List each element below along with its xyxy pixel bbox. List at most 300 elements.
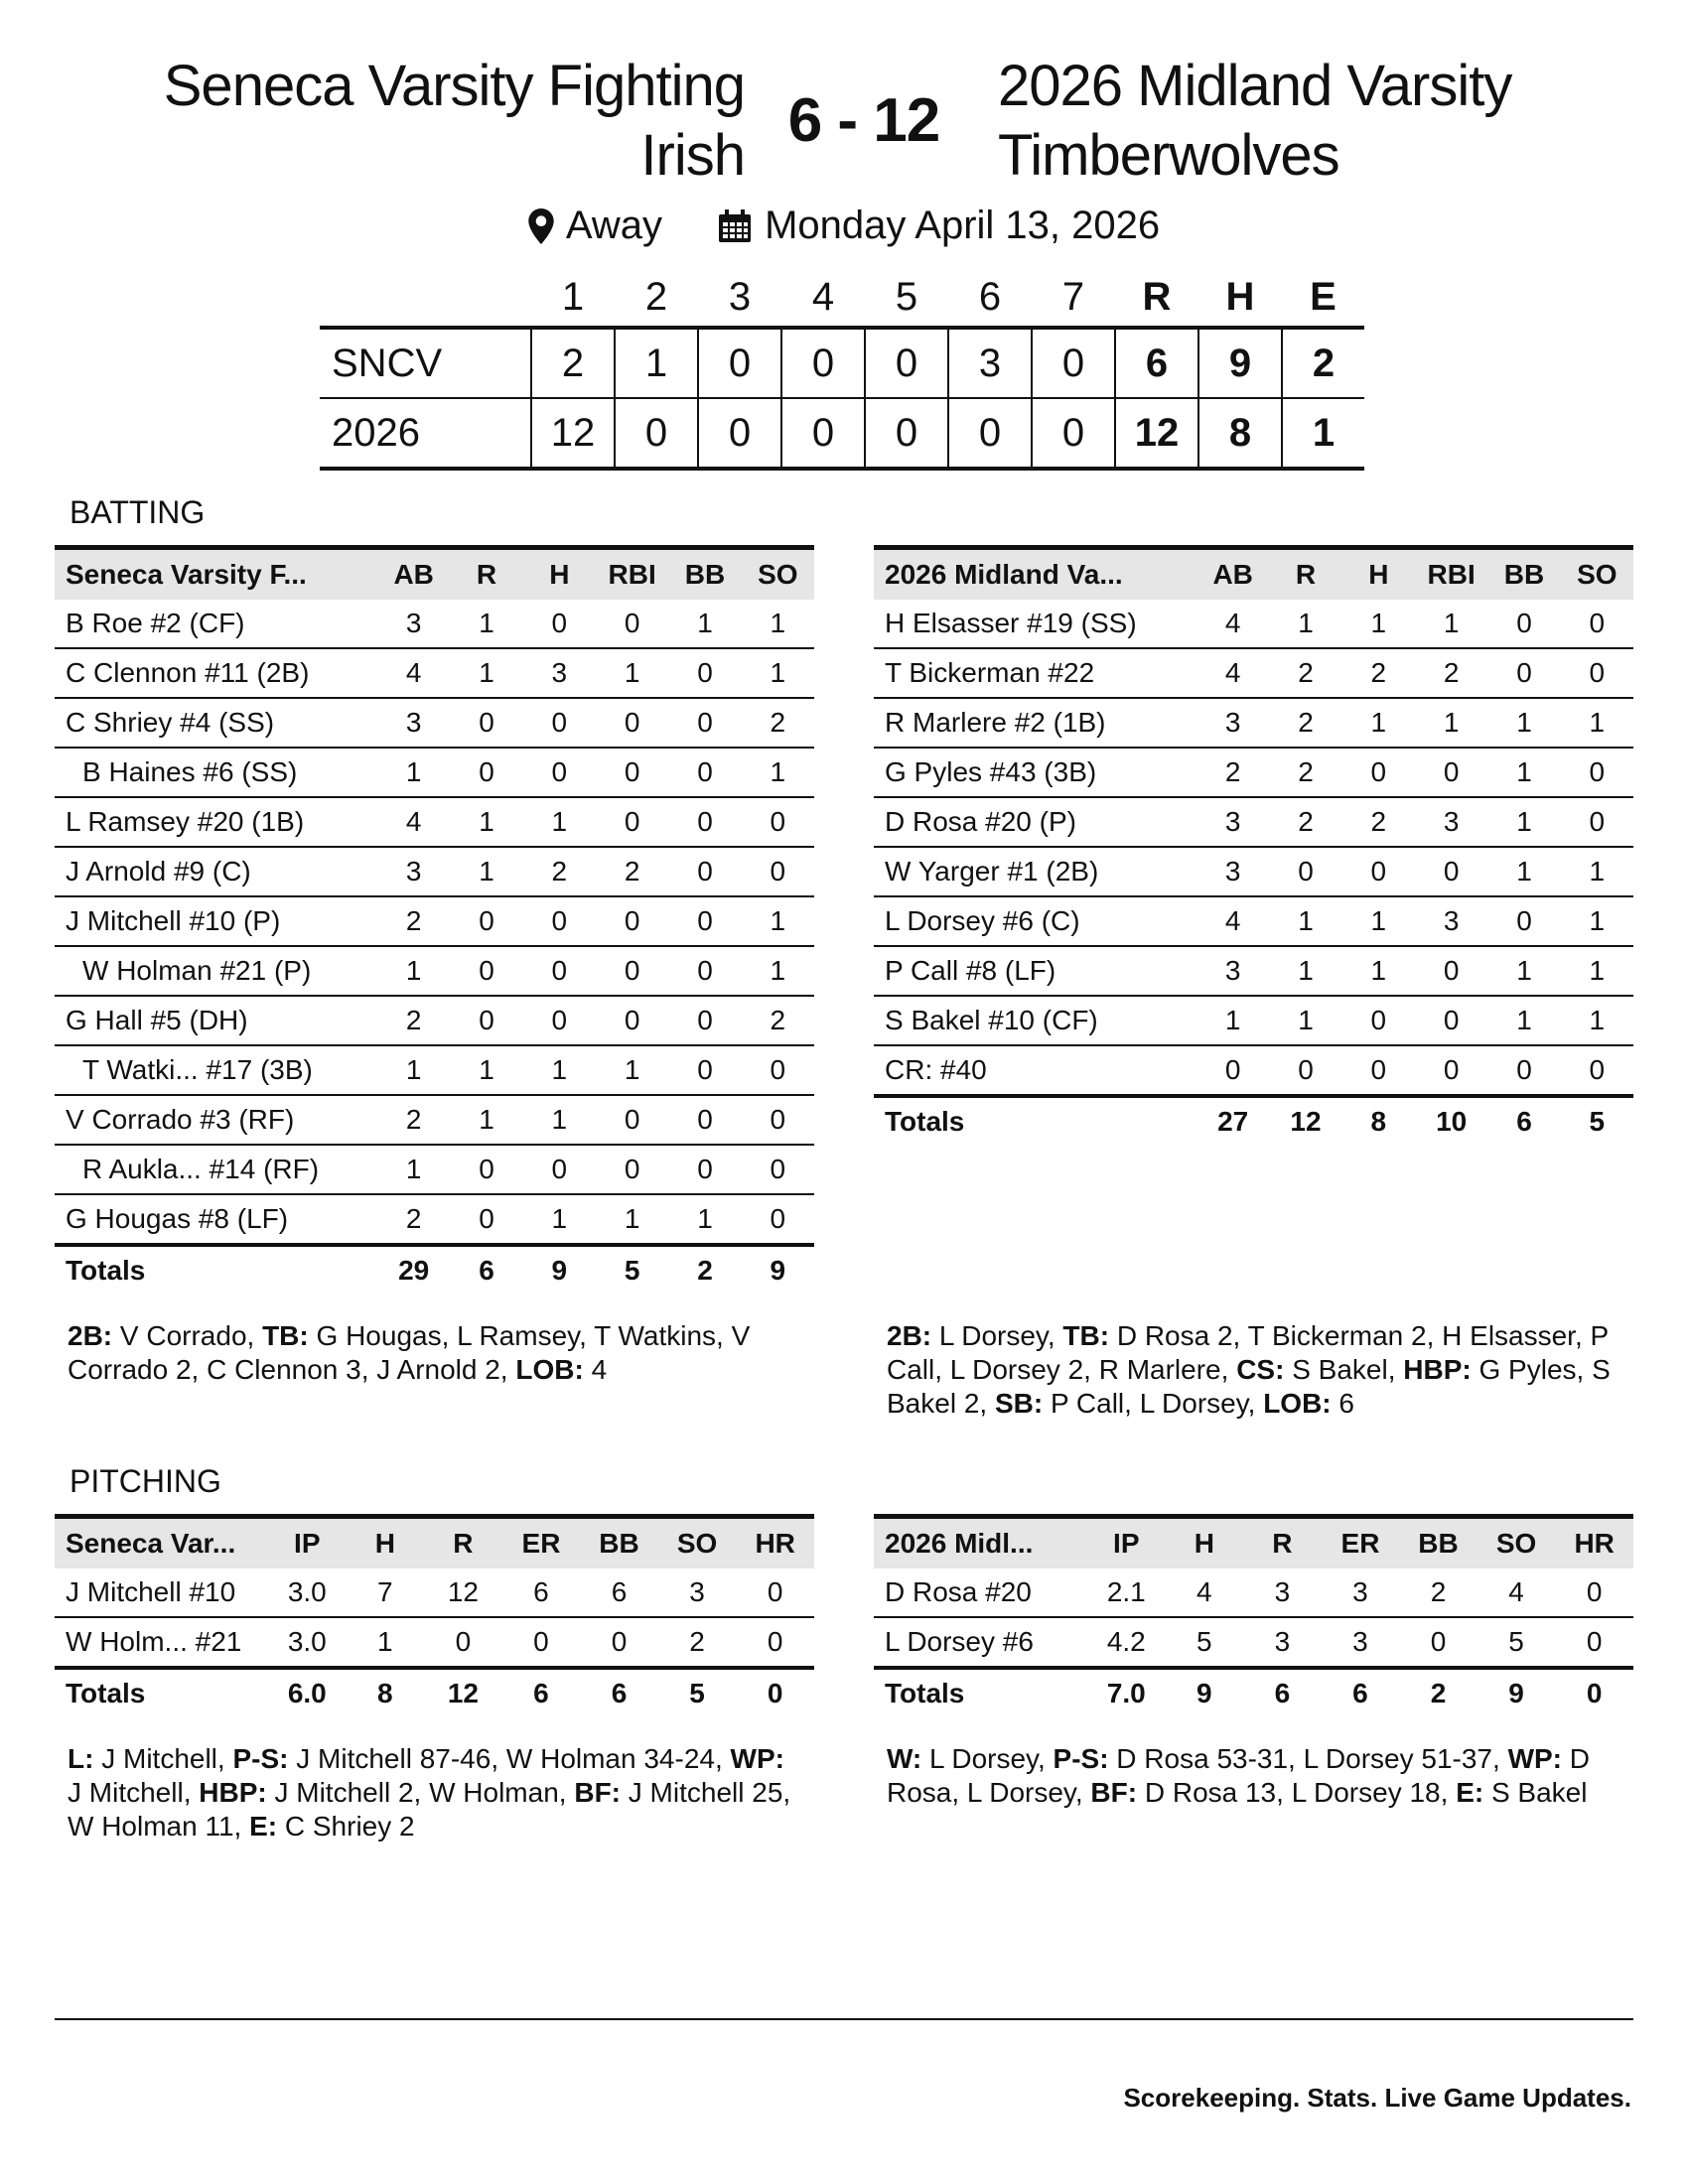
- col-header: RBI: [608, 559, 656, 590]
- stat-cell: 0: [668, 648, 741, 698]
- stat-cell: 0: [523, 946, 596, 996]
- player-name: R Marlere #2 (1B): [874, 698, 1196, 748]
- footer-tagline: Scorekeeping. Stats. Live Game Updates.: [1123, 2083, 1631, 2113]
- batting-row: [55, 1194, 814, 1245]
- stat-cell: 2.1: [1087, 1569, 1166, 1617]
- stat-cell: 1: [1269, 896, 1341, 946]
- stat-cell: 1: [624, 1203, 640, 1234]
- stat-cell: 2: [1269, 797, 1341, 847]
- col-header: BB: [599, 1528, 639, 1559]
- stat-cell: 1: [742, 946, 814, 996]
- col-header: R: [1295, 559, 1317, 590]
- inning-score: 0: [1032, 398, 1115, 469]
- col-header: AB: [1212, 559, 1253, 590]
- stat-cell: 0: [1555, 1569, 1633, 1617]
- inning-score: 0: [948, 398, 1032, 469]
- totals-cell: 9: [523, 1245, 596, 1295]
- totals-cell: 7.0: [1087, 1668, 1166, 1717]
- stat-cell: 3: [1243, 1569, 1322, 1617]
- batting-row: [55, 946, 814, 996]
- stat-cell: 0: [455, 1626, 472, 1657]
- stat-cell: 1: [377, 1145, 450, 1194]
- stat-cell: 1: [1561, 847, 1633, 896]
- stat-cell: 2: [742, 698, 814, 748]
- player-name: D Rosa #20 (P): [874, 797, 1196, 847]
- linescore-header-row: [320, 268, 1364, 328]
- col-header: H: [1194, 1528, 1214, 1559]
- inning-header: 1: [561, 274, 585, 319]
- runs-total: 6: [1115, 328, 1198, 398]
- batting-row: [874, 600, 1633, 648]
- stat-cell: 0: [596, 1145, 668, 1194]
- player-name: T Bickerman #22: [874, 648, 1196, 698]
- stat-cell: 1: [697, 1203, 713, 1234]
- stat-cell: 1: [1196, 996, 1269, 1045]
- batting-row: [55, 996, 814, 1045]
- player-name: C Shriey #4 (SS): [55, 698, 377, 748]
- note-value: 4: [583, 1354, 608, 1385]
- stat-cell: 3: [1196, 847, 1269, 896]
- errors-total: 1: [1282, 398, 1364, 469]
- stat-cell: 1: [1561, 946, 1633, 996]
- stat-cell: 0: [1415, 946, 1487, 996]
- errors-total: 2: [1282, 328, 1364, 398]
- stat-cell: 1: [377, 946, 450, 996]
- stat-cell: 0: [1342, 996, 1415, 1045]
- stat-cell: 0: [1487, 648, 1560, 698]
- stat-cell: 0: [1516, 1054, 1532, 1085]
- inning-score: 0: [698, 328, 781, 398]
- stat-cell: 3: [1415, 896, 1487, 946]
- note-key: LOB:: [515, 1354, 584, 1385]
- stat-cell: 0: [668, 1145, 741, 1194]
- batting-row: [874, 847, 1633, 896]
- stat-cell: 1: [742, 896, 814, 946]
- note-value: D Rosa 2, T Bickerman 2, H Elsasser, P Call, L Dorsey 2, R Marlere,: [887, 1320, 1609, 1385]
- totals-cell: 12: [1269, 1096, 1341, 1146]
- note-key: 2B:: [68, 1320, 113, 1351]
- player-name: CR: #40: [885, 1054, 987, 1085]
- stat-cell: 0: [1415, 748, 1487, 797]
- totals-cell: 0: [736, 1668, 814, 1717]
- batting-notes-home: [887, 1319, 1621, 1421]
- hits-total: 9: [1198, 328, 1282, 398]
- col-header: BB: [1418, 1528, 1459, 1559]
- stat-cell: 4: [377, 648, 450, 698]
- stat-cell: 2: [377, 996, 450, 1045]
- totals-cell: 6: [1487, 1096, 1560, 1146]
- totals-row: [874, 1096, 1633, 1146]
- stat-cell: 1: [742, 648, 814, 698]
- stat-cell: 0: [742, 847, 814, 896]
- inning-score: 12: [531, 398, 615, 469]
- note-key: WP:: [1507, 1743, 1563, 1774]
- stat-cell: 1: [1561, 896, 1633, 946]
- stat-cell: 0: [668, 748, 741, 797]
- stat-cell: 0: [770, 1203, 786, 1234]
- stat-cell: 3: [1415, 797, 1487, 847]
- inning-header: 7: [1061, 274, 1085, 319]
- batting-header-row: [55, 548, 814, 601]
- totals-row: [874, 1668, 1633, 1717]
- stat-cell: 1: [1487, 946, 1560, 996]
- player-name: J Arnold #9 (C): [55, 847, 377, 896]
- stat-cell: 1: [1487, 847, 1560, 896]
- player-name: L Dorsey #6 (C): [874, 896, 1196, 946]
- stat-cell: 0: [596, 946, 668, 996]
- player-name: D Rosa #20: [874, 1569, 1087, 1617]
- note-value: D Rosa 13, L Dorsey 18,: [1137, 1777, 1457, 1808]
- totals-label: Totals: [55, 1668, 268, 1717]
- stat-cell: 0: [523, 698, 596, 748]
- note-value: J Mitchell 25, W Holman 11,: [68, 1777, 791, 1842]
- batting-row: [55, 797, 814, 847]
- col-header: IP: [1113, 1528, 1140, 1559]
- stat-cell: 1: [1487, 698, 1560, 748]
- pitching-row: [874, 1569, 1633, 1617]
- stat-cell: 0: [1487, 896, 1560, 946]
- batting-row: [874, 896, 1633, 946]
- stat-cell: 0: [668, 896, 741, 946]
- batting-team-header: Seneca Varsity F...: [66, 559, 307, 590]
- stat-cell: 1: [1487, 797, 1560, 847]
- player-name: B Haines #6 (SS): [55, 748, 377, 797]
- stat-cell: 1: [1487, 996, 1560, 1045]
- totals-cell: 0: [1555, 1668, 1633, 1717]
- stat-cell: 0: [668, 698, 741, 748]
- col-header: BB: [1503, 559, 1545, 590]
- note-key: LOB:: [1263, 1388, 1332, 1419]
- stat-cell: 0: [596, 797, 668, 847]
- totals-row: [55, 1245, 814, 1295]
- stat-cell: 0: [736, 1569, 814, 1617]
- note-key: HBP:: [199, 1777, 267, 1808]
- stat-cell: 1: [1342, 600, 1415, 648]
- note-value: V Corrado,: [112, 1320, 263, 1351]
- batting-row: [874, 748, 1633, 797]
- linescore-team: 2026: [332, 410, 420, 455]
- inning-score: 0: [865, 398, 948, 469]
- note-key: BF:: [574, 1777, 621, 1808]
- stat-cell: 1: [1269, 946, 1341, 996]
- away-team-name: Seneca Varsity Fighting Irish: [163, 54, 745, 188]
- stat-cell: 3: [377, 600, 450, 648]
- stat-cell: 0: [1415, 847, 1487, 896]
- player-name: P Call #8 (LF): [874, 946, 1196, 996]
- batting-row: [55, 896, 814, 946]
- pitching-notes-home: [887, 1742, 1621, 1810]
- stat-cell: 3: [1196, 698, 1269, 748]
- stat-cell: 0: [668, 1045, 741, 1095]
- stat-cell: 0: [611, 1626, 628, 1657]
- stat-cell: 4: [1196, 896, 1269, 946]
- stat-cell: 0: [1415, 996, 1487, 1045]
- col-header: ER: [521, 1528, 561, 1559]
- note-key: P-S:: [232, 1743, 289, 1774]
- inning-score: 0: [781, 398, 865, 469]
- player-name: W Yarger #1 (2B): [874, 847, 1196, 896]
- note-value: J Mitchell 2, W Holman,: [266, 1777, 575, 1808]
- stat-cell: 2: [1415, 648, 1487, 698]
- date-label: Monday April 13, 2026: [765, 204, 1161, 247]
- stat-cell: 0: [533, 1626, 549, 1657]
- stat-cell: 2: [377, 896, 450, 946]
- batting-row: [55, 1045, 814, 1095]
- col-header: ER: [1340, 1528, 1380, 1559]
- pitching-header-row: [874, 1517, 1633, 1570]
- date-info: [717, 204, 1160, 248]
- stat-cell: 1: [1561, 996, 1633, 1045]
- inning-header: 3: [728, 274, 752, 319]
- stat-cell: 0: [523, 748, 596, 797]
- stat-cell: 0: [596, 1095, 668, 1145]
- stat-cell: 3: [658, 1569, 737, 1617]
- inning-score: 0: [615, 398, 698, 469]
- note-key: W:: [887, 1743, 922, 1774]
- stat-cell: 0: [523, 1145, 596, 1194]
- note-value: D Rosa, L Dorsey,: [887, 1743, 1591, 1808]
- stat-cell: 2: [1342, 648, 1415, 698]
- player-name: H Elsasser #19 (SS): [874, 600, 1196, 648]
- batting-row: [55, 847, 814, 896]
- stat-cell: 1: [523, 797, 596, 847]
- pitching-team-header: Seneca Var...: [66, 1528, 236, 1559]
- stat-cell: 1: [377, 748, 450, 797]
- stat-cell: 0: [742, 1145, 814, 1194]
- stat-cell: 1: [1342, 896, 1415, 946]
- note-value: G Pyles, S Bakel 2,: [887, 1354, 1611, 1419]
- stat-cell: 0: [668, 847, 741, 896]
- stat-cell: 3: [1196, 797, 1269, 847]
- inning-header: 2: [644, 274, 668, 319]
- stat-cell: 1: [1415, 698, 1487, 748]
- batting-row: [874, 996, 1633, 1045]
- stat-cell: 0: [523, 600, 596, 648]
- totals-cell: 6: [580, 1668, 658, 1717]
- inning-score: 2: [531, 328, 615, 398]
- totals-label: Totals: [55, 1245, 377, 1295]
- stat-cell: 1: [450, 847, 522, 896]
- totals-cell: 9: [1477, 1668, 1556, 1717]
- pitching-notes-away: [68, 1742, 792, 1843]
- inning-header: 4: [811, 274, 835, 319]
- stat-cell: 0: [767, 1626, 783, 1657]
- stat-cell: 0: [1487, 600, 1560, 648]
- stat-cell: 0: [450, 896, 522, 946]
- linescore-header-team: [320, 268, 531, 328]
- stat-cell: 0: [450, 698, 522, 748]
- stat-cell: 2: [742, 996, 814, 1045]
- hits-header: H: [1225, 274, 1255, 319]
- batting-row: [55, 600, 814, 648]
- totals-label: Totals: [874, 1668, 1087, 1717]
- col-header: H: [374, 1528, 395, 1559]
- stat-cell: 4: [1166, 1569, 1244, 1617]
- pitching-row: [55, 1617, 814, 1668]
- stat-cell: 3: [377, 847, 450, 896]
- player-name: B Roe #2 (CF): [55, 600, 377, 648]
- player-name: T Watki... #17 (3B): [55, 1045, 377, 1095]
- batting-row: [55, 748, 814, 797]
- runs-header: R: [1142, 274, 1172, 319]
- stat-cell: 0: [1342, 847, 1415, 896]
- note-key: CS:: [1236, 1354, 1285, 1385]
- note-key: WP:: [730, 1743, 784, 1774]
- totals-cell: 6: [502, 1668, 581, 1717]
- home-team-name: 2026 Midland Varsity Timberwolves: [998, 54, 1512, 188]
- stat-cell: 0: [596, 896, 668, 946]
- stat-cell: 0: [479, 1203, 494, 1234]
- stat-cell: 2: [1196, 748, 1269, 797]
- col-header: H: [1368, 559, 1389, 590]
- note-key: HBP:: [1403, 1354, 1472, 1385]
- col-header: HR: [1574, 1528, 1615, 1559]
- stat-cell: 1: [450, 797, 522, 847]
- inning-score: 0: [698, 398, 781, 469]
- stat-cell: 1: [742, 600, 814, 648]
- stat-cell: 1: [523, 1095, 596, 1145]
- stat-cell: 1: [596, 1045, 668, 1095]
- player-name: L Dorsey #6: [885, 1626, 1034, 1657]
- col-header: R: [453, 1528, 474, 1559]
- batting-row: [874, 797, 1633, 847]
- totals-cell: 5: [1561, 1096, 1633, 1146]
- totals-cell: 29: [377, 1245, 450, 1295]
- col-header: SO: [676, 1528, 718, 1559]
- batting-header-row: [874, 548, 1633, 601]
- stat-cell: 0: [1370, 1054, 1387, 1085]
- col-header: R: [1272, 1528, 1293, 1559]
- stat-cell: 5: [1508, 1626, 1524, 1657]
- stat-cell: 0: [450, 1145, 522, 1194]
- pitching-row: [55, 1569, 814, 1617]
- player-name: S Bakel #10 (CF): [874, 996, 1196, 1045]
- stat-cell: 0: [1224, 1054, 1241, 1085]
- location-info: [528, 204, 662, 248]
- batting-row: [55, 698, 814, 748]
- linescore-row-home: [320, 398, 1364, 469]
- player-name: G Pyles #43 (3B): [874, 748, 1196, 797]
- totals-row: [55, 1668, 814, 1717]
- stat-cell: 1: [1269, 600, 1341, 648]
- note-value: S Bakel: [1483, 1777, 1588, 1808]
- stat-cell: 0: [450, 996, 522, 1045]
- totals-cell: 27: [1196, 1096, 1269, 1146]
- errors-header: E: [1310, 274, 1336, 319]
- stat-cell: 0: [1443, 1054, 1460, 1085]
- pitching-table-home: [874, 1514, 1633, 1717]
- stat-cell: 0: [1586, 1626, 1603, 1657]
- note-value: L Dorsey,: [931, 1320, 1063, 1351]
- note-value: G Hougas, L Ramsey, T Watkins, V Corrado 2, C Clennon 3, J Arnold 2,: [68, 1320, 751, 1385]
- totals-cell: 9: [1166, 1668, 1244, 1717]
- stat-cell: 0: [596, 996, 668, 1045]
- stat-cell: 3: [1322, 1569, 1400, 1617]
- stat-cell: 2: [405, 1203, 422, 1234]
- totals-cell: 12: [424, 1668, 502, 1717]
- player-name: L Ramsey #20 (1B): [55, 797, 377, 847]
- col-header: BB: [684, 559, 726, 590]
- batting-table-home: [874, 545, 1633, 1146]
- stat-cell: 2: [377, 1095, 450, 1145]
- location-label: Away: [565, 204, 662, 247]
- stat-cell: 2: [1342, 797, 1415, 847]
- note-value: P Call, L Dorsey,: [1043, 1388, 1264, 1419]
- totals-cell: 6.0: [268, 1668, 347, 1717]
- stat-cell: 2: [689, 1626, 705, 1657]
- inning-score: 0: [865, 328, 948, 398]
- player-name: W Holm... #21: [66, 1626, 242, 1657]
- stat-cell: 1: [377, 1626, 393, 1657]
- stat-cell: 0: [1561, 797, 1633, 847]
- stat-cell: 3: [377, 698, 450, 748]
- col-header: SO: [1577, 559, 1618, 590]
- totals-cell: 5: [658, 1668, 737, 1717]
- stat-cell: 1: [668, 600, 741, 648]
- stat-cell: 1: [450, 648, 522, 698]
- stat-cell: 0: [1561, 748, 1633, 797]
- stat-cell: 0: [450, 748, 522, 797]
- totals-cell: 6: [450, 1245, 522, 1295]
- stat-cell: 3: [523, 648, 596, 698]
- stat-cell: 2: [1399, 1569, 1477, 1617]
- totals-cell: 8: [347, 1668, 425, 1717]
- stat-cell: 1: [450, 600, 522, 648]
- inning-score: 3: [948, 328, 1032, 398]
- note-key: 2B:: [887, 1320, 932, 1351]
- stat-cell: 1: [450, 1045, 522, 1095]
- note-key: SB:: [994, 1388, 1044, 1419]
- stat-cell: 0: [1430, 1626, 1447, 1657]
- map-pin-icon: [528, 208, 554, 244]
- player-name: J Mitchell #10 (P): [55, 896, 377, 946]
- stat-cell: 1: [742, 748, 814, 797]
- totals-cell: 10: [1415, 1096, 1487, 1146]
- player-name: J Mitchell #10: [55, 1569, 268, 1617]
- col-header: SO: [1495, 1528, 1537, 1559]
- col-header: R: [476, 559, 497, 590]
- note-value: D Rosa 53-31, L Dorsey 51-37,: [1108, 1743, 1508, 1774]
- stat-cell: 0: [668, 946, 741, 996]
- stat-cell: 0: [1561, 600, 1633, 648]
- runs-total: 12: [1115, 398, 1198, 469]
- inning-header: 5: [895, 274, 918, 319]
- stat-cell: 5: [1196, 1626, 1212, 1657]
- pitching-row: [874, 1617, 1633, 1668]
- stat-cell: 2: [1269, 648, 1341, 698]
- note-value: S Bakel,: [1284, 1354, 1404, 1385]
- batting-section-title: BATTING: [70, 494, 206, 530]
- batting-row: [55, 648, 814, 698]
- footer-divider: [55, 2018, 1633, 2020]
- player-name: V Corrado #3 (RF): [55, 1095, 377, 1145]
- batting-table-away: [55, 545, 814, 1295]
- inning-score: 0: [1032, 328, 1115, 398]
- note-value: C Shriey 2: [277, 1811, 415, 1842]
- inning-score: 1: [615, 328, 698, 398]
- batting-row: [874, 1045, 1633, 1096]
- batting-team-header: 2026 Midland Va...: [885, 559, 1123, 590]
- stat-cell: 1: [377, 1045, 450, 1095]
- note-key: TB:: [1062, 1320, 1110, 1351]
- note-key: BF:: [1090, 1777, 1138, 1808]
- col-header: IP: [294, 1528, 321, 1559]
- stat-cell: 1: [551, 1203, 568, 1234]
- stat-cell: 4: [1477, 1569, 1556, 1617]
- stat-cell: 1: [1561, 698, 1633, 748]
- stat-cell: 1: [1415, 600, 1487, 648]
- stat-cell: 1: [523, 1045, 596, 1095]
